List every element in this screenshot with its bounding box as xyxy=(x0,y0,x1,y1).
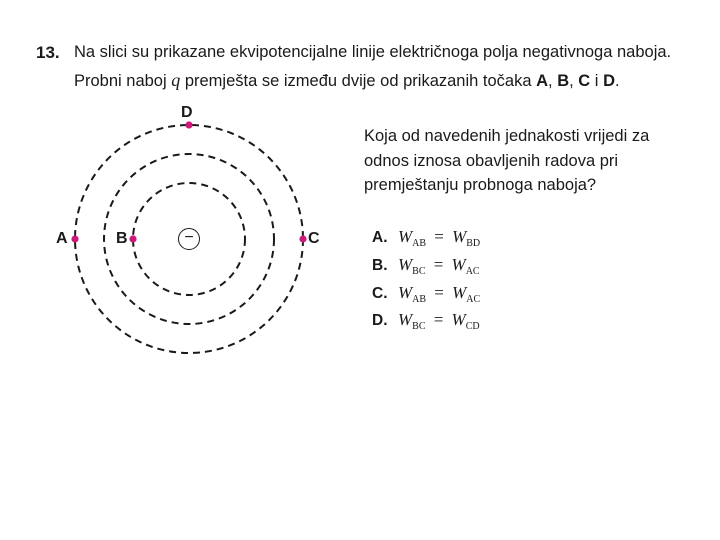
question-line-1: Na slici su prikazane ekvipotencijalne linije električnoga polja negativnoga naboja. xyxy=(74,43,672,61)
label-d: D xyxy=(181,104,193,121)
point-b-dot xyxy=(129,235,136,242)
question-number: 13. xyxy=(36,43,60,62)
option-c[interactable]: C. $W_{AB} = W_{AC}$ xyxy=(372,283,481,305)
point-a-dot xyxy=(71,235,78,242)
option-a[interactable]: A. $W_{AB} = W_{BD}$ xyxy=(372,227,481,249)
point-d-dot xyxy=(185,121,192,128)
point-c-dot xyxy=(299,235,306,242)
charge-variable: q xyxy=(171,70,181,90)
question-line-2: Probni naboj q premješta se između dvije od prikazanih točaka A, B, C i D. xyxy=(74,70,620,90)
option-b[interactable]: B. $W_{BC} = W_{AC}$ xyxy=(372,255,480,277)
label-c: C xyxy=(308,230,320,247)
negative-charge: − xyxy=(178,228,200,250)
question-prompt: Koja od navedenih jednakosti vrijedi za odnos iznosa obavljenih radova pri premještanju probnoga naboja? xyxy=(364,127,650,194)
option-d[interactable]: D. $W_{BC} = W_{CD}$ xyxy=(372,310,480,332)
label-a: A xyxy=(56,230,68,247)
label-b: B xyxy=(116,230,128,247)
